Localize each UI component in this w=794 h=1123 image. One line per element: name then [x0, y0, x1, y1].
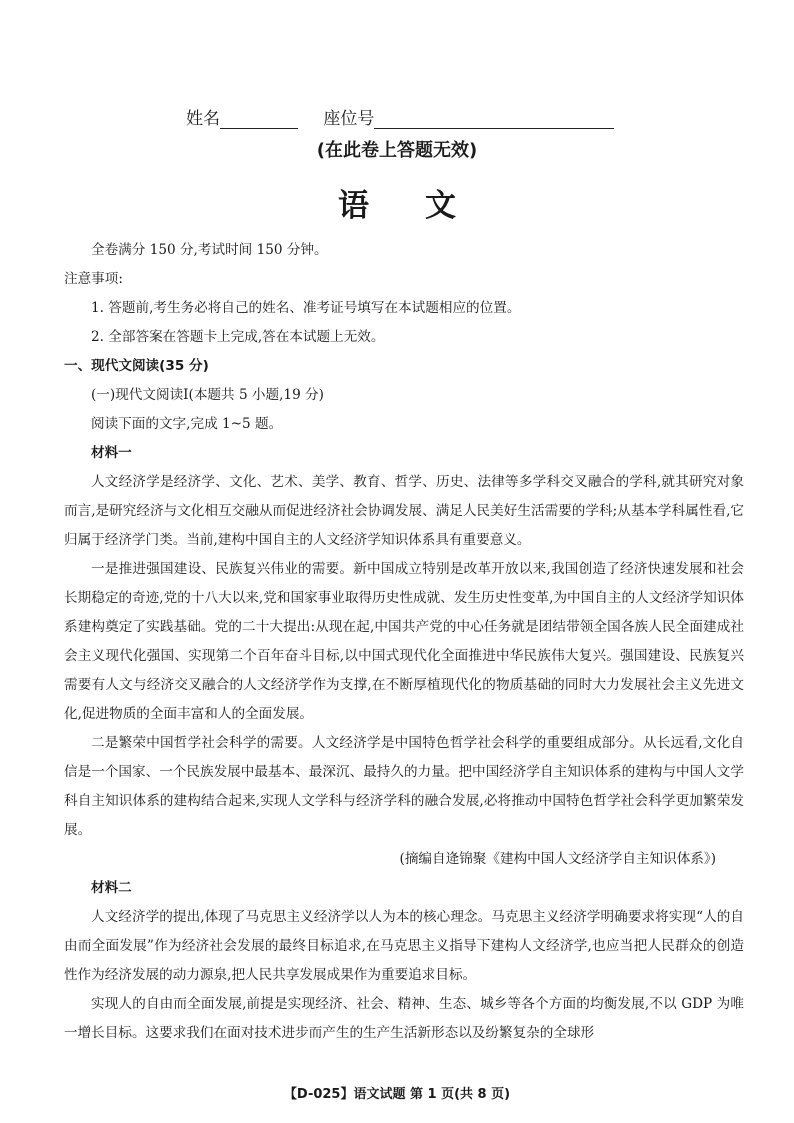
material-label: 材料一 [91, 445, 132, 461]
exam-body [64, 236, 744, 1048]
paragraph: 实现人的自由而全面发展,前提是实现经济、社会、精神、生态、城乡等各个方面的均衡发展,不以 GDP 为唯一增长目标。这要求我们在面对技术进步而产生的生产生活新形态以及纷繁复杂的全球形 [64, 996, 744, 1041]
notice-label: 注意事项: [64, 271, 123, 287]
notice-item: 2. 全部答案在答题卡上完成,答在本试题上无效。 [91, 329, 385, 345]
name-blank [220, 112, 298, 129]
section-title: 一、现代文阅读(35 分) [64, 358, 209, 374]
name-label: 姓名 [186, 109, 220, 129]
material-label: 材料二 [91, 880, 132, 896]
seat-label: 座位号 [323, 109, 375, 129]
seat-blank [374, 112, 614, 129]
directive: 阅读下面的文字,完成 1~5 题。 [91, 416, 283, 432]
paragraph: 一是推进强国建设、民族复兴伟业的需要。新中国成立特别是改革开放以来,我国创造了经济快速发展和社会长期稳定的奇迹,党的十八大以来,党和国家事业取得历史性成就、发生历史性变革,为中国自主的人文经济学知识体系建构奠定了实践基础。党的二十大提出:从现在起,中国共产党的中心任务就是团结带领全国各族人民全面建成社会主义现代化强国、实现第二个百年奋斗目标,以中国式现代化全面推进中华民族伟大复兴。强国建设、民族复兴需要有人文与经济交叉融合的人文经济学作为支撑,在不断厚植现代化的物质基础的同时大力发展社会主义先进文化,促进物质的全面丰富和人的全面发展。 [64, 561, 744, 722]
paragraph: 人文经济学是经济学、文化、艺术、美学、教育、哲学、历史、法律等多学科交叉融合的学科,就其研究对象而言,是研究经济与文化相互交融从而促进经济社会协调发展、满足人民美好生活需要的学科;从基本学科属性看,它归属于经济学门类。当前,建构中国自主的人文经济学知识体系具有重要意义。 [64, 474, 744, 548]
source-citation: (摘编自逄锦聚《建构中国人文经济学自主知识体系》) [399, 851, 716, 867]
notice-item: 1. 答题前,考生务必将自己的姓名、准考证号填写在本试题相应的位置。 [91, 300, 521, 316]
subject-title: 语文 [338, 188, 512, 224]
paragraph: 人文经济学的提出,体现了马克思主义经济学以人为本的核心理念。马克思主义经济学明确要求将实现“人的自由而全面发展”作为经济社会发展的最终目标追求,在马克思主义指导下建构人文经济学,也应当把人民群众的创造性作为经济发展的动力源泉,把人民共享发展成果作为重要追求目标。 [64, 909, 744, 983]
candidate-info-line [186, 104, 614, 129]
subsection-title: (一)现代文阅读Ⅰ(本题共 5 小题,19 分) [91, 387, 324, 403]
score-time-line: 全卷满分 150 分,考试时间 150 分钟。 [91, 242, 328, 258]
paragraph: 二是繁荣中国哲学社会科学的需要。人文经济学是中国特色哲学社会科学的重要组成部分。从长远看,文化自信是一个国家、一个民族发展中最基本、最深沉、最持久的力量。把中国经济学自主知识体系的建构与中国人文学科自主知识体系的建构结合起来,实现人文学科与经济学科的融合发展,必将推动中国特色哲学社会科学更加繁荣发展。 [64, 735, 744, 838]
page-footer: 【D-025】语文试题 第 1 页(共 8 页) [283, 1087, 511, 1102]
invalid-note: (在此卷上答题无效) [316, 140, 478, 161]
